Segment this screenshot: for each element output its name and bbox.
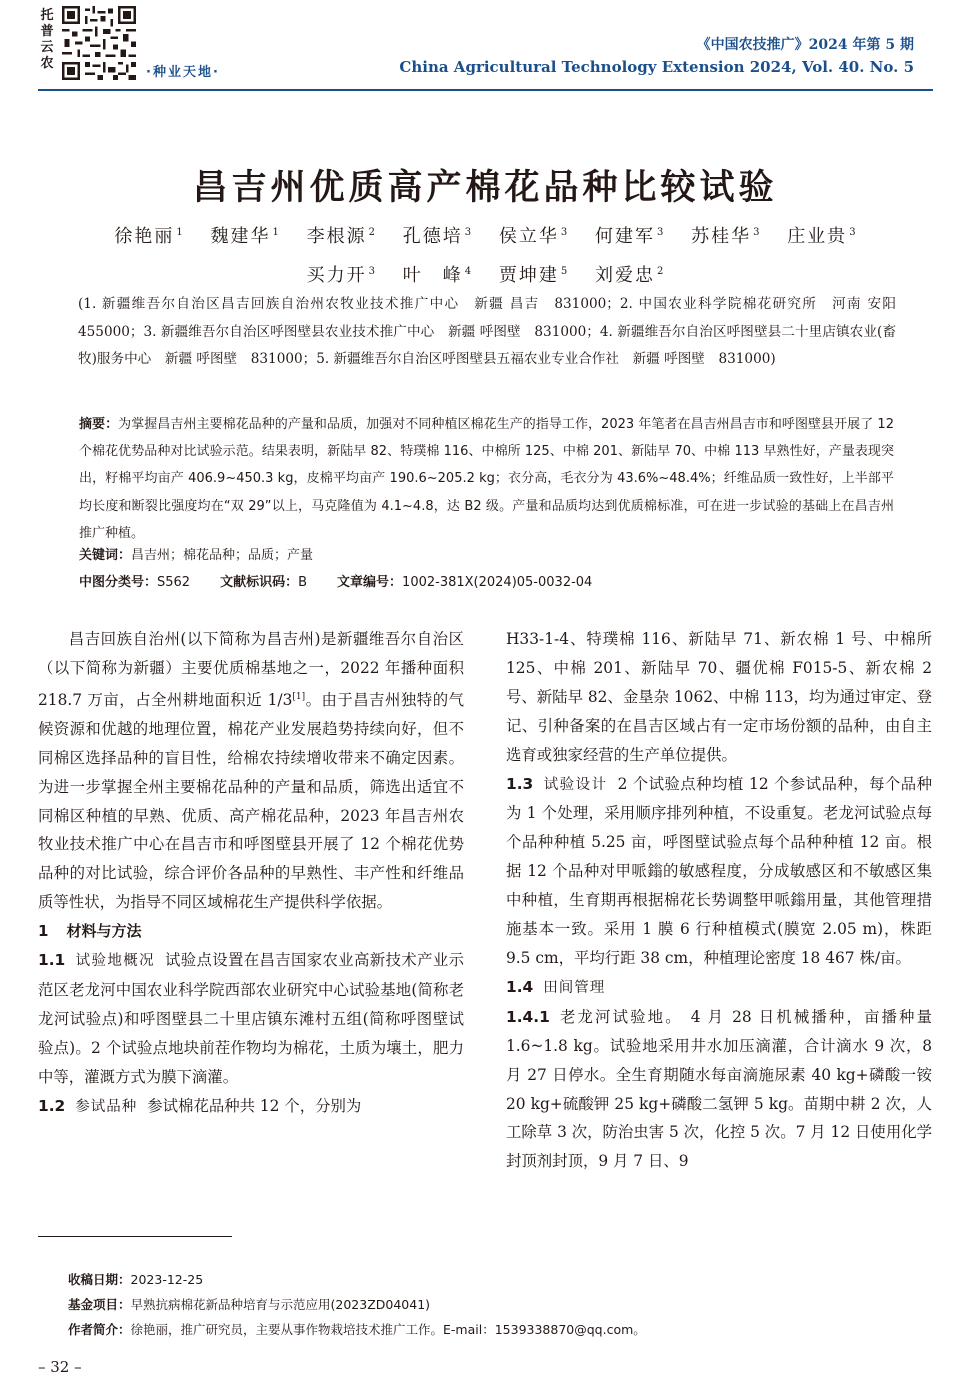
citation: [1] <box>292 691 306 702</box>
author: 魏建华 $^1$ <box>210 226 279 247</box>
brand-char: 托 <box>40 8 54 23</box>
brand-char: 农 <box>40 56 54 71</box>
keywords-label: 关键词： <box>79 548 132 563</box>
section-1-4: 1.4 田间管理 <box>506 977 606 996</box>
header-rule <box>38 89 933 91</box>
clc-value: S562 <box>157 575 191 590</box>
body-column-right <box>506 625 932 1176</box>
brand-vertical-text <box>38 8 56 72</box>
keywords <box>79 544 313 563</box>
received-date: 收稿日期：2023-12-25 <box>68 1272 204 1287</box>
author: 徐艳丽 $^1$ <box>114 226 183 247</box>
author: 何建军 $^3$ <box>594 226 664 247</box>
author: 贾坤建 $^5$ <box>498 265 568 286</box>
page-number: – 32 – <box>38 1358 82 1376</box>
author: 庄业贵 $^3$ <box>787 226 856 247</box>
funding-note: 基金项目：早熟抗病棉花新品种培育与示范应用(2023ZD04041) <box>68 1297 431 1312</box>
section-1-2: 1.2 参试品种 参试棉花品种共 12 个，分别为 <box>38 1096 362 1115</box>
author: 侯立华 $^3$ <box>498 226 568 247</box>
body-column-left <box>38 625 464 1122</box>
abstract-text: 为掌握昌吉州主要棉花品种的产量和品质，加强对不同种植区棉花生产的指导工作，2023 年笔者在昌吉州昌吉市和呼图壁县开展了 12 个棉花优势品种对比试验示范。结果表明，新陆早 82、特璞棉 116、中棉所 125、中棉 201、新陆早 70、中棉 113 早熟性好，产量表现突出，籽棉平均亩产 406.9~450.3 kg，皮棉平均亩产 190.6~205.2 kg；衣分高，毛衣分为 43.6%~48.4%；纤维品质一致性好，上半部平均长度和断裂比强度均在“双 29”以上，马克隆值为 4.1~4.8，达 B2 级。产量和品质均达到优质棉标准，可在进一步试验的基础上在昌吉州推广种植。 <box>79 417 894 541</box>
doc-code-value: B <box>298 575 308 590</box>
author-bio: 作者简介：徐艳丽，推广研究员，主要从事作物栽培技术推广工作。E-mail：1539338870@qq.com。 <box>68 1322 646 1337</box>
author: 刘爱忠 $^2$ <box>594 265 664 286</box>
brand-char: 云 <box>40 40 54 55</box>
clc-label: 中图分类号： <box>79 575 158 590</box>
article-number-value: 1002-381X(2024)05-0032-04 <box>402 575 593 590</box>
journal-title-cn: 《中国农技推广》2024 年第 5 期 <box>696 37 914 53</box>
author-line-1 <box>0 220 970 250</box>
section-1-1: 1.1 试验地概况 试验点设置在昌吉国家农业高新技术产业示范区老龙河中国农业科学院西部农业研究中心试验基地(简称老龙河试验点)和呼图壁县二十里店镇东滩村五组(简称呼图壁试验点)。2 个试验点地块前茬作物均为棉花，土质为壤土，肥力中等，灌溉方式为膜下滴灌。 <box>38 951 464 1086</box>
brand-char: 普 <box>40 24 54 39</box>
column-name: ·种业天地· <box>146 65 220 80</box>
footnote-rule <box>38 1236 232 1237</box>
author: 李根源 $^2$ <box>306 226 376 247</box>
doc-code-label: 文献标识码： <box>220 575 299 590</box>
article-number-label: 文章编号： <box>337 575 403 590</box>
intro-paragraph: 昌吉回族自治州(以下简称为昌吉州)是新疆维吾尔自治区（以下简称为新疆）主要优质棉基地之一，2022 年播种面积 218.7 万亩，占全州耕地面积近 1/3[1]。由于昌吉州独特的气候资源和优越的地理位置，棉花产业发展趋势持续向好，但不同棉区选择品种的盲目性，给棉农持续增收带来不确定因素。为进一步掌握全州主要棉花品种的产量和品质，筛选出适宜不同棉区种植的早熟、优质、高产棉花品种，2023 年昌吉州农牧业技术推广中心在昌吉市和呼图壁县开展了 12 个棉花优势品种的对比试验，综合评价各品种的早熟性、丰产性和纤维品质等性状，为指导不同区域棉花生产提供科学依据。 <box>38 630 464 912</box>
section-1-2-continued: H33-1-4、特璞棉 116、新陆早 71、新农棉 1 号、中棉所 125、中棉 201、新陆早 70、疆优棉 F015-5、新农棉 2 号、新陆早 82、金垦杂 1062、中棉 113，均为通过审定、登记、引种备案的在昌吉区域占有一定市场份额的品种，由自主选育或独家经营的生产单位提供。 <box>506 630 933 764</box>
abstract <box>79 411 894 547</box>
section-1-3: 1.3 试验设计 2 个试验点种均植 12 个参试品种，每个品种为 1 个处理，采用顺序排列种植，不设重复。老龙河试验点每个品种种植 5.25 亩，呼图壁试验点每个品种种植 12 亩。根据 12 个品种对甲哌鎓的敏感程度，分成敏感区和不敏感区集中种植，生育期再根据棉花长势调整甲哌鎓用量，其他管理措施基本一致。采用 1 膜 6 行种植模式(膜宽 2.05 m)，株距 9.5 cm，平均行距 38 cm，种植理论密度 18 467 株/亩。 <box>506 774 933 967</box>
affiliations: (1. 新疆维吾尔自治区昌吉回族自治州农牧业技术推广中心 新疆 昌吉 831000；2. 中国农业科学院棉花研究所 河南 安阳 455000；3. 新疆维吾尔自治区呼图壁县农业技术推广中心 新疆 呼图壁 831000；4. 新疆维吾尔自治区呼图壁县二十里店镇农业(畜牧)服务中心 新疆 呼图壁 831000；5. 新疆维吾尔自治区呼图壁县五福农业专业合作社 新疆 呼图壁 831000) <box>78 296 910 367</box>
keywords-text: 昌吉州；棉花品种；品质；产量 <box>131 548 314 563</box>
classification-line <box>79 571 592 590</box>
qr-code-icon <box>62 6 136 80</box>
abstract-label: 摘要： <box>79 417 119 432</box>
author: 买力开 $^3$ <box>306 265 376 286</box>
author: 叶 峰 $^4$ <box>402 265 472 286</box>
section-1-4-1: 1.4.1 老龙河试验地。 4 月 28 日机械播种，亩播种量 1.6~1.8 kg。试验地采用井水加压滴灌，合计滴水 9 次，8 月 27 日停水。全生育期随水每亩滴施尿素 40 kg+磷酸一铵 20 kg+硫酸钾 25 kg+磷酸二氢钾 5 kg。苗期中耕 2 次，人工除草 3 次，防治虫害 5 次，化控 5 次。7 月 12 日使用化学封顶剂封顶，9 月 7 日、9 <box>506 1007 932 1171</box>
author: 孔德培 $^3$ <box>402 226 472 247</box>
paper-title: 昌吉州优质高产棉花品种比较试验 <box>192 168 778 208</box>
journal-title-en: China Agricultural Technology Extension 2024, Vol. 40. No. 5 <box>399 58 914 76</box>
author: 苏桂华 $^3$ <box>691 226 760 247</box>
author-line-2 <box>0 259 970 289</box>
section-heading-1: 1 材料与方法 <box>38 922 142 941</box>
